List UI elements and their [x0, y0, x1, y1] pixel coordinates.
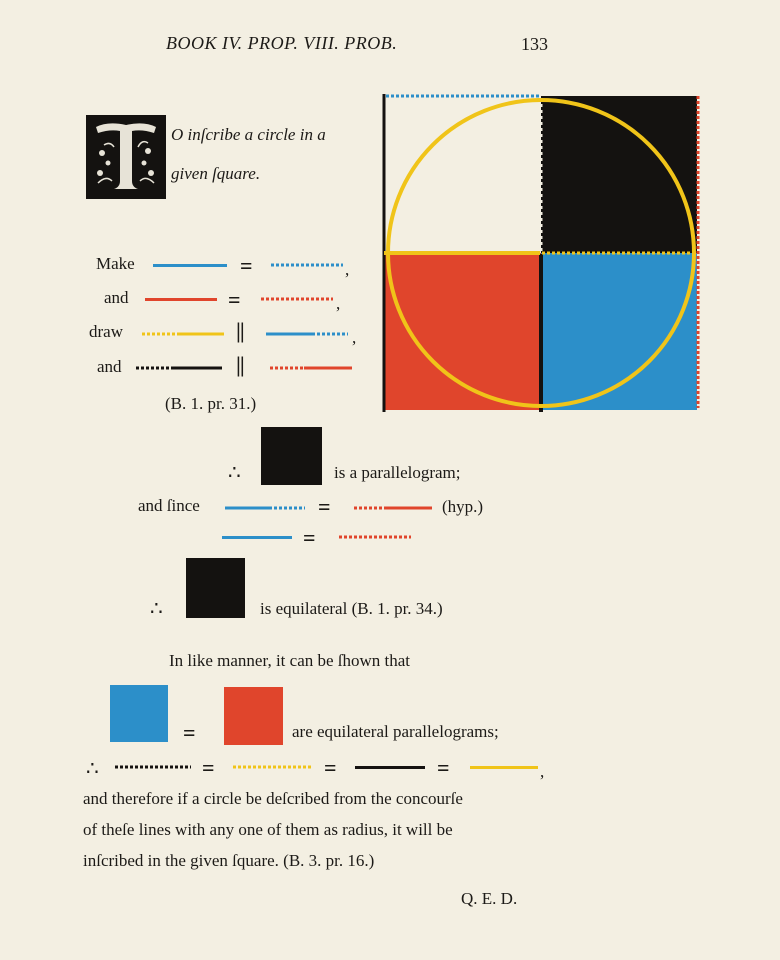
comma: ,: [540, 762, 545, 781]
and-label-1: and: [104, 288, 129, 307]
equals-sign: =: [240, 253, 253, 278]
qed: Q. E. D.: [461, 889, 518, 908]
and-since-text: and ſince: [138, 496, 200, 515]
parallel-sign: ||: [236, 318, 244, 343]
equals-sign: =: [318, 494, 331, 519]
equals-sign: =: [303, 525, 316, 550]
comma: ,: [345, 260, 350, 279]
in-like-manner-text: In like manner, it can be ſhown that: [169, 651, 411, 670]
red-square: [224, 687, 283, 745]
black-square: [186, 558, 245, 618]
hyp-text: (hyp.): [442, 497, 484, 516]
blue-solid-line: [222, 536, 292, 539]
yellow-dotted-solid-line: [142, 331, 224, 337]
equilateral-text: is equilateral (B. 1. pr. 34.): [260, 599, 443, 618]
yellow-dotted-line: [233, 764, 313, 770]
parallelogram-text: is a parallelogram;: [334, 463, 461, 482]
therefore-symbol: ∴: [228, 462, 241, 484]
main-figure: [380, 92, 702, 416]
equals-sign: =: [228, 287, 241, 312]
draw-label: draw: [89, 322, 123, 341]
conclusion-line-3: inſcribed in the given ſquare. (B. 3. pr. 16.): [83, 851, 375, 870]
make-label: Make: [96, 254, 135, 273]
blue-solid-dotted-line: [225, 505, 305, 511]
proposition-line-1: O inſcribe a circle in a: [171, 125, 326, 144]
blue-square: [110, 685, 168, 742]
therefore-symbol: ∴: [150, 598, 163, 620]
black-square: [261, 427, 322, 485]
running-head: BOOK IV. PROP. VIII. PROB.: [166, 33, 398, 53]
blue-solid-line: [153, 264, 227, 267]
red-dotted-line: [261, 296, 333, 302]
blue-dotted-line: [271, 262, 343, 268]
black-dotted-line: [115, 764, 191, 770]
parallel-sign: ||: [236, 352, 244, 377]
blue-solid-dotted-line: [266, 331, 348, 337]
equals-sign: =: [183, 720, 196, 745]
black-solid-line: [355, 766, 425, 769]
red-solid-line: [145, 298, 217, 301]
comma: ,: [352, 328, 357, 347]
and-label-2: and: [97, 357, 122, 376]
page-number: 133: [521, 34, 548, 54]
comma: ,: [336, 294, 341, 313]
red-dotted-line: [339, 534, 411, 540]
equals-sign: =: [202, 755, 215, 780]
equilateral-parallelograms-text: are equilateral parallelograms;: [292, 722, 499, 741]
conclusion-line-1: and therefore if a circle be deſcribed from the concourſe: [83, 789, 463, 808]
therefore-symbol: ∴: [86, 758, 99, 780]
red-dotted-solid-line: [270, 365, 352, 371]
drop-cap-T: [86, 115, 166, 199]
construction-reference: (B. 1. pr. 31.): [165, 394, 257, 413]
equals-sign: =: [437, 755, 450, 780]
equals-sign: =: [324, 755, 337, 780]
yellow-solid-line: [470, 766, 538, 769]
proposition-line-2: given ſquare.: [171, 164, 261, 183]
red-dotted-solid-line: [354, 505, 432, 511]
conclusion-line-2: of theſe lines with any one of them as radius, it will be: [83, 820, 453, 839]
black-dotted-solid-line: [136, 365, 222, 371]
